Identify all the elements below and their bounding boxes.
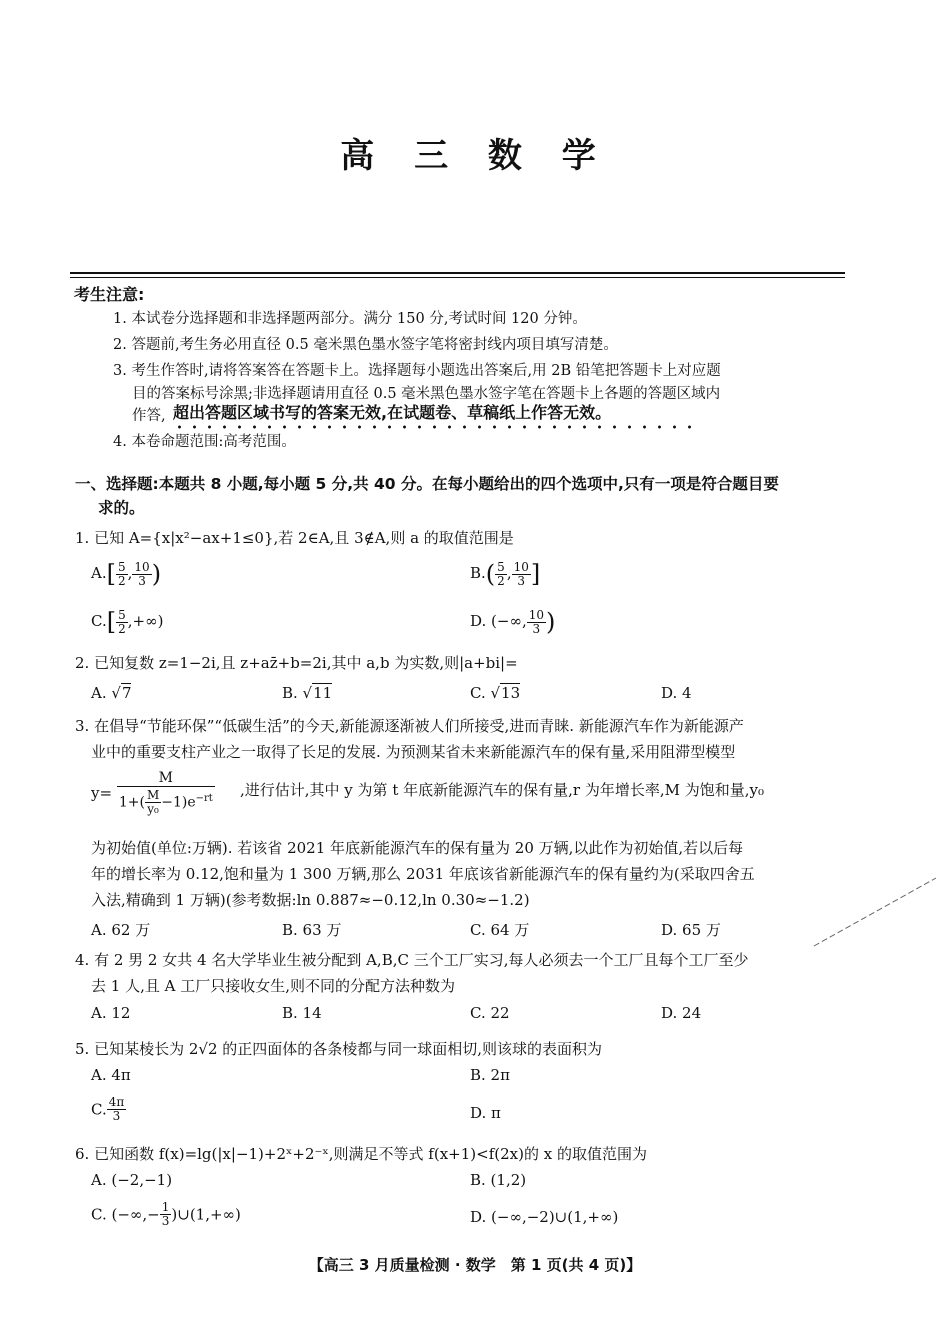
q5-stem: 5. 已知某棱长为 2√2 的正四面体的各条棱都与同一球面相切,则该球的表面积为 bbox=[75, 1040, 603, 1058]
q2-option-a: A. √7 bbox=[91, 684, 132, 702]
q3-line4: 为初始值(单位:万辆). 若该省 2021 年底新能源汽车的保有量为 20 万辆,以此作为初始值,若以后每 bbox=[91, 839, 744, 857]
q3-line3: ,进行估计,其中 y 为第 t 年底新能源汽车的保有量,r 为年增长率,M 为饱和量,y₀ bbox=[240, 781, 764, 799]
q2-option-d: D. 4 bbox=[661, 684, 692, 702]
q1-option-d: D. (−∞, $\frac{10}{3}$ ) bbox=[470, 607, 556, 636]
q3-option-b: B. 63 万 bbox=[282, 921, 342, 939]
q2-option-b: B. √11 bbox=[282, 684, 333, 702]
pencil-mark bbox=[810, 872, 940, 952]
notice-item-3-line2: 目的答案标号涂黑;非选择题请用直径 0.5 毫米黑色墨水签字笔在答题卡上各题的答题区域内 bbox=[132, 386, 721, 402]
q6-option-a: A. (−2,−1) bbox=[91, 1171, 173, 1189]
q1-stem: 1. 已知 A={x|x²−ax+1≤0},若 2∈A,且 3∉A,则 a 的取值范围是 bbox=[75, 529, 514, 547]
q6-option-c: C. (−∞,− $\frac{1}{3}$ )∪(1,+∞) bbox=[91, 1200, 241, 1228]
q1-option-b: B.( $\frac{5}{2}$ , $\frac{10}{3}$ ] bbox=[470, 559, 541, 588]
q5-option-a: A. 4π bbox=[91, 1066, 131, 1084]
notice-item-4: 4. 本卷命题范围:高考范围。 bbox=[113, 434, 296, 450]
q3-option-a: A. 62 万 bbox=[91, 921, 151, 939]
q3-line1: 3. 在倡导“节能环保”“低碳生活”的今天,新能源逐渐被人们所接受,进而青睐. 新能源汽车作为新能源产 bbox=[75, 717, 744, 735]
section-heading-line2: 求的。 bbox=[98, 499, 145, 517]
q4-option-a: A. 12 bbox=[91, 1004, 131, 1022]
q4-option-c: C. 22 bbox=[470, 1004, 510, 1022]
notice-item-3-line3: 作答, bbox=[132, 408, 166, 424]
header-rule-thick bbox=[70, 272, 845, 274]
q4-option-b: B. 14 bbox=[282, 1004, 322, 1022]
q5-option-c: C. $\frac{4\pi}{3}$ bbox=[91, 1095, 125, 1123]
q3-line5: 年的增长率为 0.12,饱和量为 1 300 万辆,那么 2031 年底该省新能源汽车的保有量约为(采取四舍五 bbox=[91, 865, 755, 883]
q1-option-c: C.[ $\frac{5}{2}$ ,+∞) bbox=[91, 607, 164, 636]
q5-option-d: D. π bbox=[470, 1104, 501, 1122]
q3-formula: y= M 1+( $\frac{M}{\text{y₀}}$ $-1)e^{-rt}$ bbox=[91, 770, 213, 816]
q3-line2: 业中的重要支柱产业之一取得了长足的发展. 为预测某省未来新能源汽车的保有量,采用阻滞型模型 bbox=[91, 743, 736, 761]
q4-option-d: D. 24 bbox=[661, 1004, 702, 1022]
q3-line6: 入法,精确到 1 万辆)(参考数据:ln 0.887≈−0.12,ln 0.30≈−1.2) bbox=[91, 891, 530, 909]
header-rule-thin bbox=[70, 277, 845, 278]
notice-item-2: 2. 答题前,考生务必用直径 0.5 毫米黑色墨水签字笔将密封线内项目填写清楚。 bbox=[113, 337, 618, 353]
q2-option-c: C. √13 bbox=[470, 684, 521, 702]
notice-item-3-line1: 3. 考生作答时,请将答案答在答题卡上。选择题每小题选出答案后,用 2B 铅笔把答题卡上对应题 bbox=[113, 363, 721, 379]
notice-item-1: 1. 本试卷分选择题和非选择题两部分。满分 150 分,考试时间 120 分钟。 bbox=[113, 311, 587, 327]
q4-line1: 4. 有 2 男 2 女共 4 名大学毕业生被分配到 A,B,C 三个工厂实习,每人必须去一个工厂且每个工厂至少 bbox=[75, 951, 749, 969]
q3-option-d: D. 65 万 bbox=[661, 921, 721, 939]
q5-option-b: B. 2π bbox=[470, 1066, 510, 1084]
notice-heading: 考生注意: bbox=[74, 285, 145, 304]
section-heading-line1: 一、选择题:本题共 8 小题,每小题 5 分,共 40 分。在每小题给出的四个选项中,只有一项是符合题目要 bbox=[75, 475, 779, 493]
page-title: 高 三 数 学 bbox=[340, 136, 610, 176]
q6-option-b: B. (1,2) bbox=[470, 1171, 527, 1189]
q3-option-c: C. 64 万 bbox=[470, 921, 530, 939]
q6-stem: 6. 已知函数 f(x)=lg(|x|−1)+2ˣ+2⁻ˣ,则满足不等式 f(x+1)<f(2x)的 x 的取值范围为 bbox=[75, 1145, 647, 1163]
q6-option-d: D. (−∞,−2)∪(1,+∞) bbox=[470, 1208, 619, 1226]
q4-line2: 去 1 人,且 A 工厂只接收女生,则不同的分配方法种数为 bbox=[91, 977, 455, 995]
page-footer: 【高三 3 月质量检测 · 数学 第 1 页(共 4 页)】 bbox=[308, 1256, 642, 1274]
q1-option-a: A.[ $\frac{5}{2}$ , $\frac{10}{3}$ ) bbox=[91, 559, 162, 588]
notice-emphasis: 超出答题区域书写的答案无效,在试题卷、草稿纸上作答无效。 bbox=[173, 403, 612, 422]
q2-stem: 2. 已知复数 z=1−2i,且 z+az̄+b=2i,其中 a,b 为实数,则|a+bi|= bbox=[75, 654, 518, 672]
